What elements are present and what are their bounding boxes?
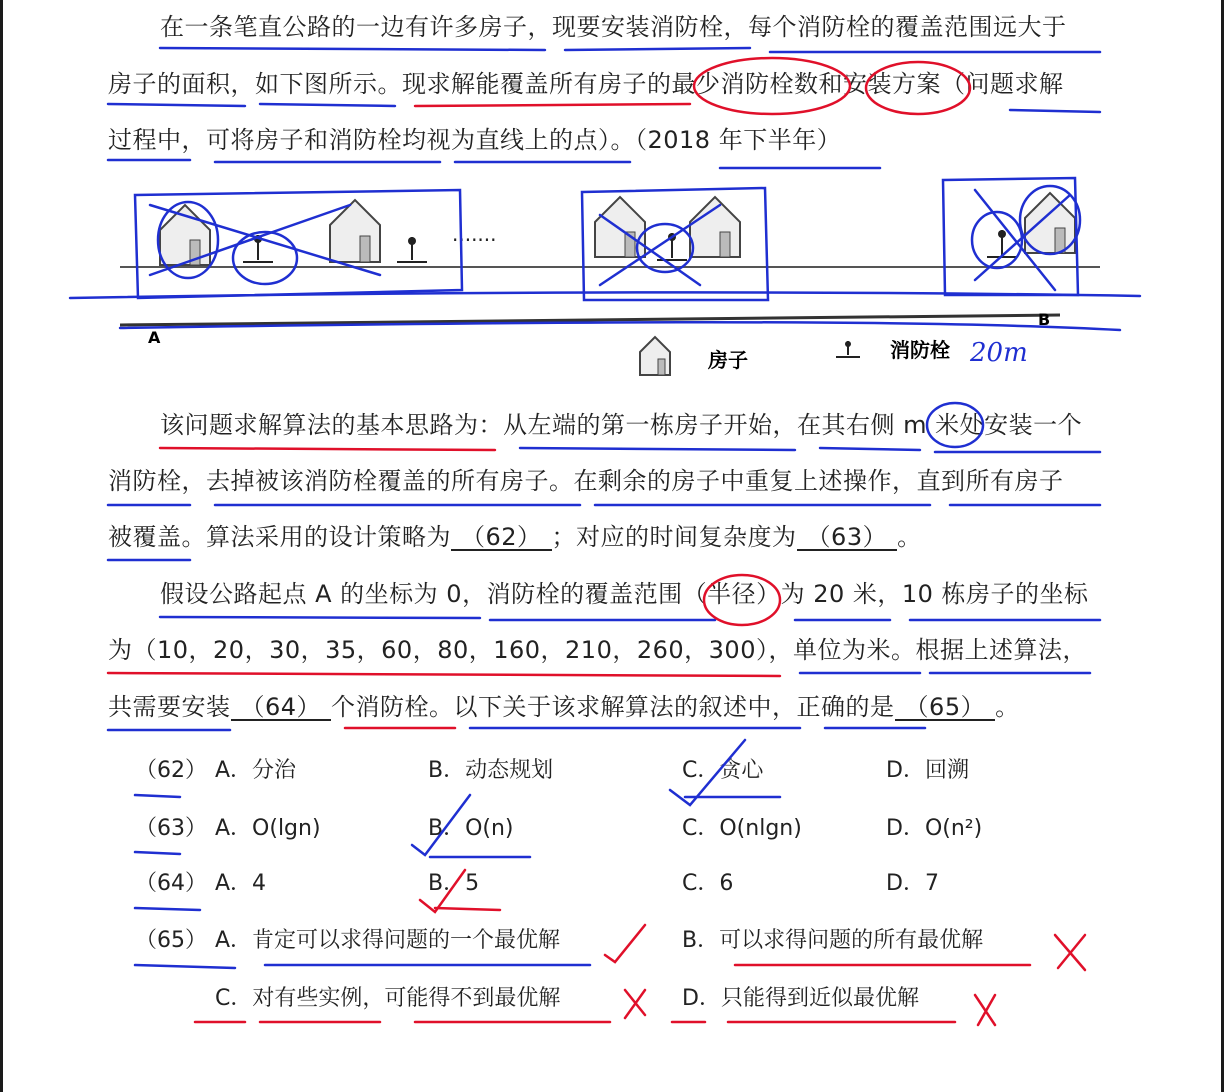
legend-house-icon [640, 337, 670, 375]
q65-option-a[interactable]: A．肯定可以求得问题的一个最优解 [215, 928, 561, 953]
blank-64: （64） [231, 695, 332, 721]
hydrant-icon [397, 237, 427, 262]
hydrant-icon [987, 230, 1017, 257]
q63-number: （63） [135, 816, 207, 841]
q63-option-a[interactable]: A．O(lgn) [215, 816, 321, 841]
problem-line-1: 在一条笔直公路的一边有许多房子，现要安装消防栓，每个消防栓的覆盖范围远大于 [160, 13, 1067, 41]
q65-number: （65） [135, 928, 207, 953]
ink-underline [160, 48, 545, 50]
assumption-line-2: 为（10，20，30，35，60，80，160，210，260，300），单位为米。根据上述算法， [108, 636, 1087, 664]
ink-checkmark [605, 925, 645, 962]
q63-option-c[interactable]: C．O(nlgn) [682, 816, 802, 841]
problem-line-2: 房子的面积，如下图所示。现求解能覆盖所有房子的最少消防栓数和安装方案（问题求解 [108, 70, 1064, 98]
ink-x-mark [625, 990, 645, 1018]
road-diagram [100, 175, 1160, 385]
ink-underline [820, 448, 920, 450]
ink-x-mark [975, 995, 995, 1025]
q64-option-a[interactable]: A．4 [215, 871, 267, 896]
ink-underline [1010, 110, 1100, 112]
hydrant-icon [243, 235, 273, 262]
q62-number: （62） [135, 758, 207, 783]
ink-underline [435, 908, 500, 910]
algorithm-line-1: 该问题求解算法的基本思路为：从左端的第一栋房子开始，在其右侧 m 米处安装一个 [160, 411, 1083, 439]
blank-65: （65） [895, 695, 996, 721]
ink-underline [135, 852, 180, 854]
assumption-line-3 [108, 692, 1020, 722]
q65-option-b[interactable]: B．可以求得问题的所有最优解 [682, 928, 984, 953]
ink-underline [160, 617, 480, 618]
assumption-line-3-text: 共需要安装 [108, 693, 231, 721]
house-icon [690, 197, 740, 257]
assumption-line-3-mid: 个消防栓。以下关于该求解算法的叙述中，正确的是 [331, 693, 895, 721]
q63-option-d[interactable]: D．O(n²) [886, 816, 983, 841]
algorithm-line-3 [108, 522, 922, 552]
q64-number: （64） [135, 871, 207, 896]
point-b-label: B [1038, 310, 1051, 329]
point-a-label: A [148, 328, 161, 347]
q62-option-a[interactable]: A．分治 [215, 758, 297, 783]
ink-underline [108, 673, 780, 676]
q62-option-d[interactable]: D．回溯 [886, 758, 969, 783]
blank-62: （62） [451, 525, 552, 551]
ink-underline [565, 48, 750, 50]
house-icon [595, 197, 645, 257]
q63-option-b[interactable]: B．O(n) [428, 816, 514, 841]
legend-hydrant-label: 消防栓 [890, 338, 950, 362]
hydrant-icon [657, 233, 687, 260]
legend-house-label: 房子 [708, 348, 748, 372]
ink-underline [520, 448, 795, 450]
ink-underline [160, 448, 495, 450]
q64-option-c[interactable]: C．6 [682, 871, 734, 896]
q64-option-d[interactable]: D．7 [886, 871, 939, 896]
handwritten-20m-note: 20m [970, 338, 1028, 368]
q62-option-c[interactable]: C．贪心 [682, 758, 764, 783]
legend-hydrant-icon [836, 341, 860, 357]
ink-underline [108, 104, 245, 106]
left-frame-border [0, 0, 3, 1092]
algorithm-line-3-mid: ；对应的时间复杂度为 [551, 523, 797, 551]
road-bottom-line [120, 315, 1060, 325]
ink-underline [135, 908, 200, 910]
assumption-line-1: 假设公路起点 A 的坐标为 0，消防栓的覆盖范围（半径）为 20 米，10 栋房子的坐标 [160, 580, 1089, 608]
ink-underline [135, 795, 180, 797]
algorithm-line-3-end: 。 [897, 523, 922, 551]
blank-63: （63） [797, 525, 898, 551]
ink-underline [260, 104, 395, 106]
ink-underline [135, 965, 235, 968]
assumption-line-3-end: 。 [995, 693, 1020, 721]
house-icon [1025, 193, 1075, 253]
ink-x-mark [1055, 935, 1085, 970]
ink-underline [415, 104, 690, 106]
q65-option-d[interactable]: D．只能得到近似最优解 [682, 986, 919, 1011]
algorithm-line-2: 消防栓，去掉被该消防栓覆盖的所有房子。在剩余的房子中重复上述操作，直到所有房子 [108, 467, 1064, 495]
q64-option-b[interactable]: B．5 [428, 871, 480, 896]
algorithm-line-3-text: 被覆盖。算法采用的设计策略为 [108, 523, 451, 551]
problem-line-3: 过程中，可将房子和消防栓均视为直线上的点）。（2018 年下半年） [108, 126, 842, 154]
q62-option-b[interactable]: B．动态规划 [428, 758, 554, 783]
house-icon [330, 200, 380, 262]
house-icon [160, 205, 210, 265]
dots-ellipsis: ······· [452, 228, 497, 252]
q65-option-c[interactable]: C．对有些实例，可能得不到最优解 [215, 986, 561, 1011]
